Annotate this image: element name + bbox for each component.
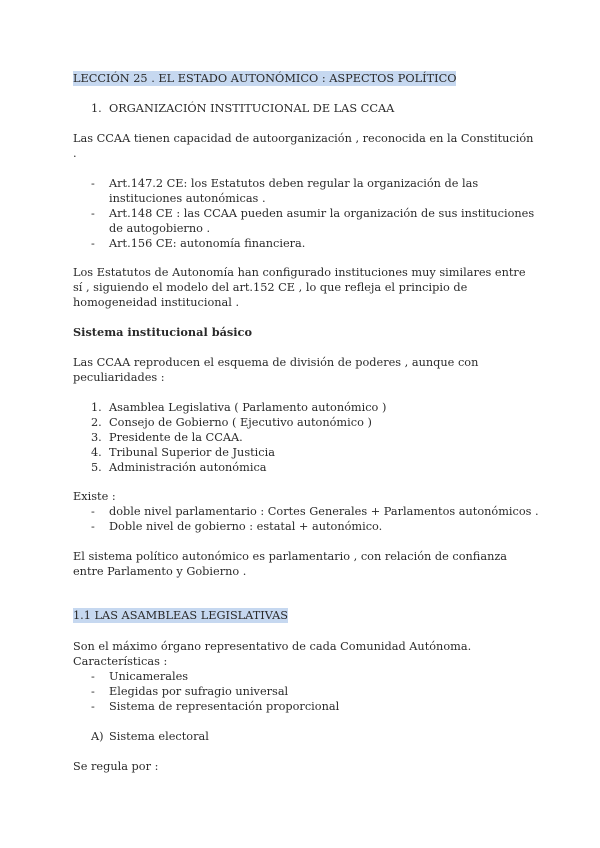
parliamentary-paragraph-line: El sistema político autonómico es parlamentario , con relación de confianza bbox=[73, 550, 508, 563]
bullet-dash: - bbox=[91, 700, 95, 713]
characteristic-item: Elegidas por sufragio universal bbox=[109, 685, 289, 698]
lesson-title: LECCIÓN 25 . EL ESTADO AUTONÓMICO : ASPECTOS POLÍTICO bbox=[73, 72, 457, 85]
bullet-dash: - bbox=[91, 177, 95, 190]
bullet-dash: - bbox=[91, 237, 95, 250]
bullet-dash: - bbox=[91, 207, 95, 220]
article-item-line: instituciones autonómicas . bbox=[109, 192, 266, 205]
intro-paragraph-line: Las CCAA tienen capacidad de autoorganización , reconocida en la Constitución bbox=[73, 132, 534, 145]
exists-item: Doble nivel de gobierno : estatal + autonómico. bbox=[109, 520, 383, 533]
list-number: 3. bbox=[91, 431, 102, 444]
section-1-1-heading: 1.1 LAS ASAMBLEAS LEGISLATIVAS bbox=[73, 609, 289, 622]
subsection-heading: Sistema electoral bbox=[109, 730, 209, 743]
assemblies-paragraph-line: Son el máximo órgano representativo de cada Comunidad Autónoma. bbox=[73, 640, 472, 653]
exists-label: Existe : bbox=[73, 490, 116, 503]
intro-paragraph-line: . bbox=[73, 147, 77, 160]
list-number: 5. bbox=[91, 461, 102, 474]
bullet-dash: - bbox=[91, 505, 95, 518]
bullet-dash: - bbox=[91, 520, 95, 533]
statutes-paragraph-line: sí , siguiendo el modelo del art.152 CE , lo que refleja el principio de bbox=[73, 281, 468, 294]
article-item-line: Art.148 CE : las CCAA pueden asumir la organización de sus instituciones bbox=[109, 207, 535, 220]
institution-item: Administración autonómica bbox=[109, 461, 267, 474]
subsection-letter: A) bbox=[91, 730, 104, 743]
list-number: 1. bbox=[91, 401, 102, 414]
section-number: 1. bbox=[91, 102, 102, 115]
list-number: 4. bbox=[91, 446, 102, 459]
parliamentary-paragraph-line: entre Parlamento y Gobierno . bbox=[73, 565, 247, 578]
characteristic-item: Sistema de representación proporcional bbox=[109, 700, 340, 713]
characteristics-label: Características : bbox=[73, 655, 168, 668]
list-number: 2. bbox=[91, 416, 102, 429]
characteristic-item: Unicamerales bbox=[109, 670, 189, 683]
section-heading: ORGANIZACIÓN INSTITUCIONAL DE LAS CCAA bbox=[109, 102, 395, 115]
powers-paragraph-line: Las CCAA reproducen el esquema de división de poderes , aunque con bbox=[73, 356, 479, 369]
institution-item: Tribunal Superior de Justicia bbox=[109, 446, 275, 459]
article-item-line: Art.156 CE: autonomía financiera. bbox=[109, 237, 306, 250]
article-item-line: de autogobierno . bbox=[109, 222, 211, 235]
institution-item: Consejo de Gobierno ( Ejecutivo autonómico ) bbox=[109, 416, 372, 429]
institution-item: Asamblea Legislativa ( Parlamento autonómico ) bbox=[109, 401, 387, 414]
statutes-paragraph-line: homogeneidad institucional . bbox=[73, 296, 240, 309]
powers-paragraph-line: peculiaridades : bbox=[73, 371, 165, 384]
bullet-dash: - bbox=[91, 670, 95, 683]
bullet-dash: - bbox=[91, 685, 95, 698]
subheading: Sistema institucional básico bbox=[73, 325, 252, 339]
regulated-label: Se regula por : bbox=[73, 760, 159, 773]
article-item-line: Art.147.2 CE: los Estatutos deben regular la organización de las bbox=[109, 177, 479, 190]
institution-item: Presidente de la CCAA. bbox=[109, 431, 243, 444]
statutes-paragraph-line: Los Estatutos de Autonomía han configurado instituciones muy similares entre bbox=[73, 266, 526, 279]
exists-item: doble nivel parlamentario : Cortes Generales + Parlamentos autonómicos . bbox=[109, 505, 539, 518]
